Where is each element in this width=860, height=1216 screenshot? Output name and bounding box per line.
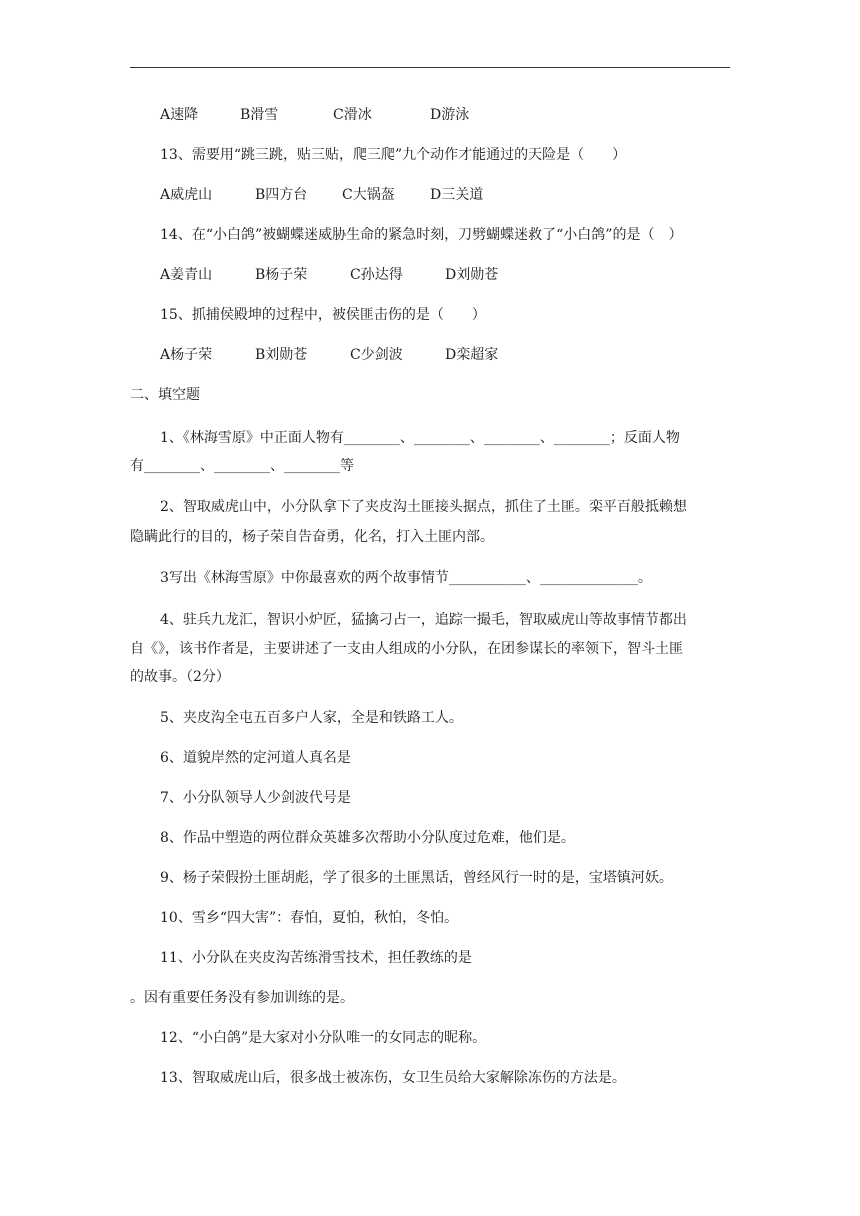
- fill-question-7: 7、小分队领导人少剑波代号是: [160, 790, 351, 806]
- option-b: B杨子荣: [255, 267, 308, 283]
- option-d: D三关道: [430, 187, 484, 203]
- option-a: A速降: [160, 107, 199, 123]
- fill-question-9: 9、杨子荣假扮土匪胡彪，学了很多的土匪黑话，曾经风行一时的是，宝塔镇河妖。: [160, 870, 673, 886]
- option-c: C少剑波: [350, 347, 403, 363]
- fill-question-11-cont: 。因有重要任务没有参加训练的是。: [130, 990, 354, 1006]
- fill-question-2: 2、智取威虎山中，小分队拿下了夹皮沟土匪接头据点，抓住了土匪。栾平百般抵赖想: [160, 499, 687, 515]
- fill-question-2-cont: 隐瞒此行的目的，杨子荣自告奋勇，化名，打入土匪内部。: [130, 529, 494, 545]
- question-14: 14、在“小白鸽”被蝴蝶迷威胁生命的紧急时刻，刀劈蝴蝶迷救了“小白鸽”的是（ ）: [160, 227, 683, 243]
- fill-question-4-cont: 自《》，该书作者是，主要讲述了一支由人组成的小分队，在团参谋长的率领下，智斗土匪: [130, 641, 683, 657]
- section-title: 二、填空题: [130, 387, 200, 403]
- option-c: C滑冰: [333, 107, 372, 123]
- fill-question-4-cont2: 的故事。（2分）: [130, 669, 230, 685]
- fill-question-1: 1、《林海雪原》中正面人物有________、________、________、________；反面人物: [160, 430, 680, 446]
- question-13: 13、需要用“跳三跳，贴三贴，爬三爬”九个动作才能通过的天险是（ ）: [160, 147, 627, 163]
- header-rule: [130, 67, 730, 68]
- option-c: C孙达得: [350, 267, 403, 283]
- fill-question-6: 6、道貌岸然的定河道人真名是: [160, 750, 351, 766]
- option-c: C大锅盔: [342, 187, 395, 203]
- option-a: A姜青山: [160, 267, 213, 283]
- option-b: B刘勋苍: [255, 347, 308, 363]
- option-d: D游泳: [430, 107, 470, 123]
- option-a: A杨子荣: [160, 347, 213, 363]
- fill-question-1-cont: 有________、________、________等: [130, 458, 354, 474]
- question-15: 15、抓捕侯殿坤的过程中，被侯匪击伤的是（ ）: [160, 307, 486, 323]
- fill-question-5: 5、夹皮沟全屯五百多户人家，全是和铁路工人。: [160, 710, 463, 726]
- fill-question-11: 11、小分队在夹皮沟苦练滑雪技术，担任教练的是: [160, 950, 472, 966]
- fill-question-8: 8、作品中塑造的两位群众英雄多次帮助小分队度过危难，他们是。: [160, 830, 575, 846]
- option-a: A威虎山: [160, 187, 213, 203]
- option-b: B滑雪: [240, 107, 279, 123]
- fill-question-10: 10、雪乡“四大害”：春怕，夏怕，秋怕，冬怕。: [160, 910, 459, 926]
- fill-question-12: 12、“小白鸽”是大家对小分队唯一的女同志的昵称。: [160, 1030, 487, 1046]
- fill-question-13: 13、智取威虎山后，很多战士被冻伤，女卫生员给大家解除冻伤的方法是。: [160, 1070, 626, 1086]
- fill-question-3: 3写出《林海雪原》中你最喜欢的两个故事情节___________、______________。: [160, 570, 652, 586]
- option-d: D栾超家: [445, 347, 499, 363]
- option-b: B四方台: [255, 187, 308, 203]
- option-d: D刘勋苍: [445, 267, 499, 283]
- fill-question-4: 4、驻兵九龙汇，智识小炉匠，猛擒刁占一，追踪一撮毛，智取威虎山等故事情节都出: [160, 612, 687, 628]
